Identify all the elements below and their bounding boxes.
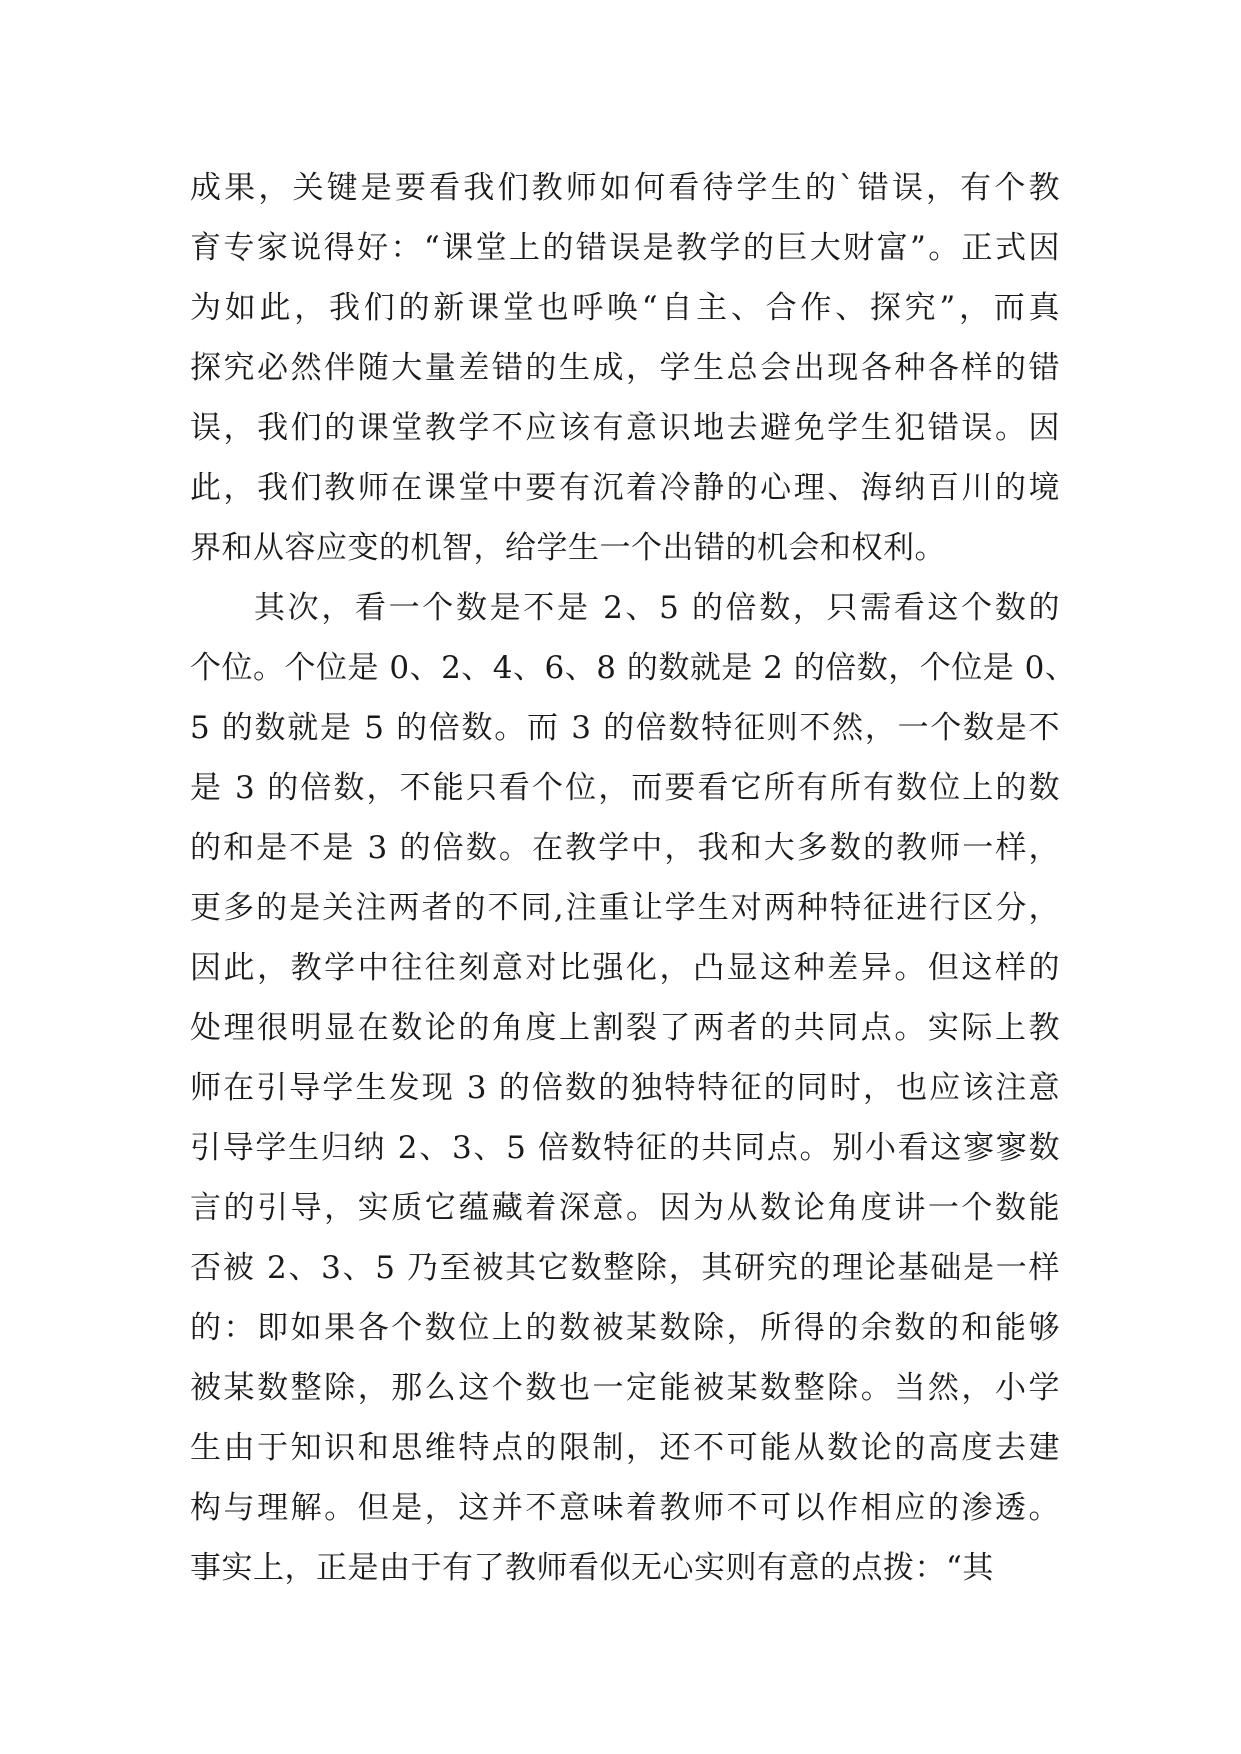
paragraph-2-line: 是 3 的倍数，不能只看个位，而要看它所有所有数位上的数 — [190, 770, 1060, 806]
paragraph-2-line: 生由于知识和思维特点的限制，还不可能从数论的高度去建 — [190, 1430, 1060, 1466]
paragraph-2-line: 否被 2、3、5 乃至被其它数整除，其研究的理论基础是一样 — [190, 1250, 1060, 1286]
paragraph-2-line: 被某数整除，那么这个数也一定能被某数整除。当然，小学 — [190, 1370, 1060, 1406]
paragraph-1 — [190, 158, 1060, 578]
paragraph-2-line: 更多的是关注两者的不同,注重让学生对两种特征进行区分， — [190, 890, 1060, 926]
paragraph-2-line: 言的引导，实质它蕴藏着深意。因为从数论角度讲一个数能 — [190, 1190, 1060, 1226]
paragraph-2-line: 个位。个位是 0、2、4、6、8 的数就是 2 的倍数，个位是 0、 — [190, 650, 1077, 686]
paragraph-2-line: 师在引导学生发现 3 的倍数的独特特征的同时，也应该注意 — [190, 1070, 1060, 1106]
paragraph-2-line: 的：即如果各个数位上的数被某数除，所得的余数的和能够 — [190, 1310, 1060, 1346]
paragraph-1-line: 此，我们教师在课堂中要有沉着冷静的心理、海纳百川的境 — [190, 470, 1060, 506]
paragraph-2-line: 其次，看一个数是不是 2、5 的倍数，只需看这个数的 — [254, 590, 1060, 626]
document-body — [190, 158, 1077, 1598]
paragraph-2-line: 事实上，正是由于有了教师看似无心实则有意的点拨：“其 — [190, 1550, 994, 1586]
paragraph-2-line: 引导学生归纳 2、3、5 倍数特征的共同点。别小看这寥寥数 — [190, 1130, 1060, 1166]
paragraph-2-line: 处理很明显在数论的角度上割裂了两者的共同点。实际上教 — [190, 1010, 1060, 1046]
paragraph-1-line: 为如此，我们的新课堂也呼唤“自主、合作、探究”，而真 — [190, 290, 1060, 326]
paragraph-1-line: 探究必然伴随大量差错的生成，学生总会出现各种各样的错 — [190, 350, 1060, 386]
paragraph-1-line: 误，我们的课堂教学不应该有意识地去避免学生犯错误。因 — [190, 410, 1060, 446]
paragraph-2-line: 构与理解。但是，这并不意味着教师不可以作相应的渗透。 — [190, 1490, 1060, 1526]
paragraph-2-line: 5 的数就是 5 的倍数。而 3 的倍数特征则不然，一个数是不 — [190, 710, 1060, 746]
paragraph-2 — [190, 578, 1077, 1598]
paragraph-1-line: 成果，关键是要看我们教师如何看待学生的`错误，有个教 — [190, 170, 1060, 206]
paragraph-1-line: 育专家说得好：“课堂上的错误是教学的巨大财富”。正式因 — [190, 230, 1060, 266]
paragraph-2-line: 因此，教学中往往刻意对比强化，凸显这种差异。但这样的 — [190, 950, 1060, 986]
paragraph-1-line: 界和从容应变的机智，给学生一个出错的机会和权利。 — [190, 530, 946, 566]
paragraph-2-line: 的和是不是 3 的倍数。在教学中，我和大多数的教师一样， — [190, 830, 1060, 866]
